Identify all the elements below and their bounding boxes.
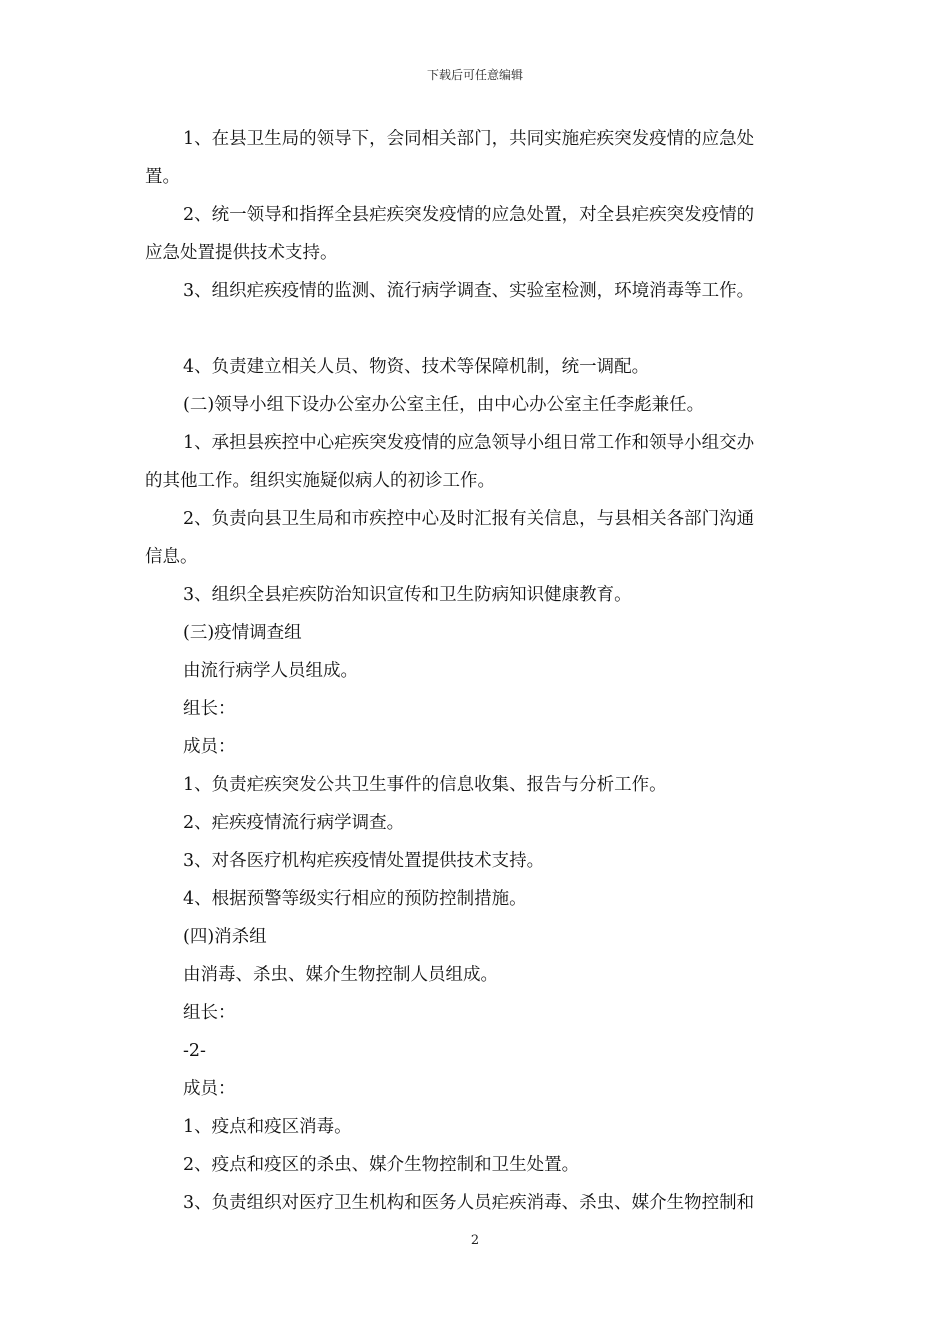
page-header: 下载后可任意编辑 (426, 68, 523, 82)
section-heading: (三)疫情调查组 (183, 623, 302, 643)
paragraph-line: 1、负责疟疾突发公共卫生事件的信息收集、报告与分析工作。 (183, 775, 667, 795)
paragraph-line: 应急处置提供技术支持。 (145, 243, 338, 263)
paragraph-line: 3、对各医疗机构疟疾疫情处置提供技术支持。 (183, 851, 545, 871)
paragraph-line: (二)领导小组下设办公室办公室主任，由中心办公室主任李彪兼任。 (183, 395, 705, 415)
section-heading: (四)消杀组 (183, 927, 267, 947)
paragraph-line: 1、承担县疾控中心疟疾突发疫情的应急领导小组日常工作和领导小组交办 (183, 433, 755, 453)
paragraph-line: 2、负责向县卫生局和市疾控中心及时汇报有关信息，与县相关各部门沟通 (183, 509, 755, 529)
paragraph-line: 由流行病学人员组成。 (183, 661, 358, 681)
paragraph-line: 1、在县卫生局的领导下，会同相关部门，共同实施疟疾突发疫情的应急处 (183, 129, 755, 149)
paragraph-line: 1、疫点和疫区消毒。 (183, 1117, 352, 1137)
page-number: 2 (470, 1233, 480, 1248)
paragraph-line: 的其他工作。组织实施疑似病人的初诊工作。 (145, 471, 495, 491)
paragraph-line: 信息。 (145, 547, 198, 567)
document-body (145, 120, 807, 1222)
paragraph-line: 组长： (183, 699, 236, 719)
paragraph-line: 组长： (183, 1003, 236, 1023)
paragraph-line: 3、组织疟疾疫情的监测、流行病学调查、实验室检测，环境消毒等工作。 (183, 281, 755, 301)
paragraph-line: 4、负责建立相关人员、物资、技术等保障机制，统一调配。 (183, 357, 650, 377)
blank-line (145, 310, 807, 348)
paragraph-line: 2、疟疾疫情流行病学调查。 (183, 813, 405, 833)
inline-page-marker: -2- (183, 1041, 206, 1061)
paragraph-line: 成员： (183, 737, 236, 757)
paragraph-line: 4、根据预警等级实行相应的预防控制措施。 (183, 889, 527, 909)
paragraph-line: 置。 (145, 167, 180, 187)
paragraph-line: 3、组织全县疟疾防治知识宣传和卫生防病知识健康教育。 (183, 585, 632, 605)
paragraph-line: 成员： (183, 1079, 236, 1099)
paragraph-line: 2、疫点和疫区的杀虫、媒介生物控制和卫生处置。 (183, 1155, 580, 1175)
paragraph-line: 2、统一领导和指挥全县疟疾突发疫情的应急处置，对全县疟疾突发疫情的 (183, 205, 755, 225)
paragraph-line: 3、负责组织对医疗卫生机构和医务人员疟疾消毒、杀虫、媒介生物控制和 (183, 1193, 755, 1213)
paragraph-line: 由消毒、杀虫、媒介生物控制人员组成。 (183, 965, 498, 985)
